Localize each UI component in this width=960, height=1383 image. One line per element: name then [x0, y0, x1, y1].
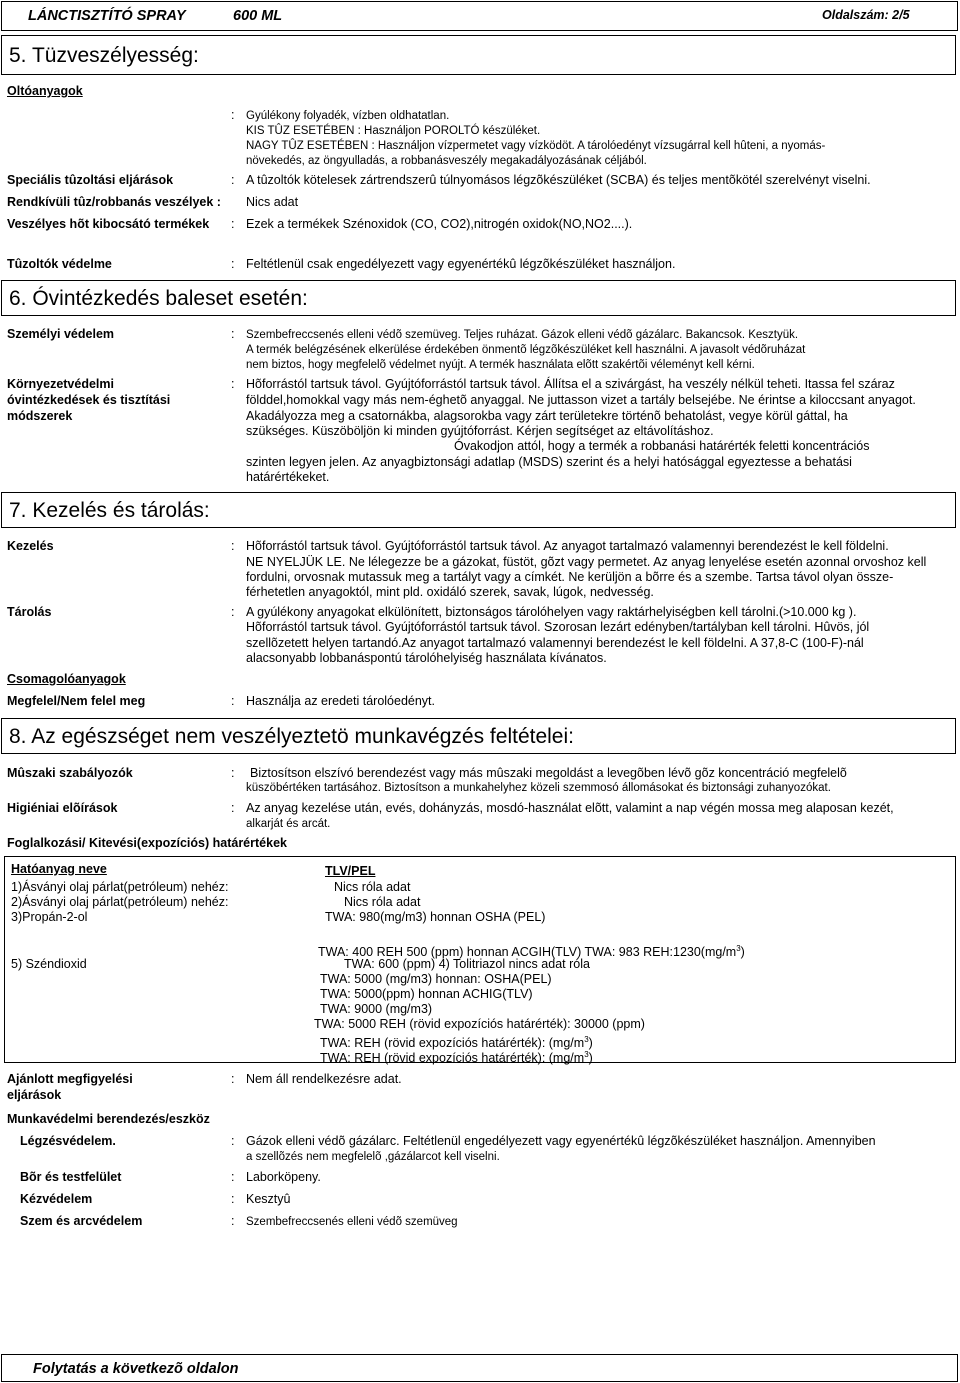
hazardous-products-value: Ezek a termékek Szénoxidok (CO, CO2),nitrogén oxidok(NO,NO2....).	[246, 217, 633, 231]
table-row-6-value: TWA: 5000 (mg/m3) honnan: OSHA(PEL)	[320, 972, 552, 986]
colon: :	[231, 377, 235, 391]
table-row-11-value	[320, 1047, 593, 1066]
oltoanyag-line-4: növekedés, az öngyulladás, a robbanásveszély megakadályozásának céljából.	[246, 155, 647, 167]
table-row-8-value: TWA: 9000 (mg/m3)	[320, 1002, 433, 1016]
personal-protection-line-1: Szembefreccsenés elleni védõ szemüveg. Teljes ruházat. Gázok elleni védõ gázálarc. Bakancsok. Kesztyük.	[246, 329, 799, 341]
table-row-3-name: 3)Propán-2-ol	[11, 910, 88, 924]
packaging-label: Csomagolóanyagok	[7, 672, 126, 686]
colon: :	[231, 1072, 235, 1086]
special-firefighting-label: Speciális tûzoltási eljárások	[7, 173, 174, 187]
page-number: Oldalszám: 2/5	[822, 8, 910, 22]
hygiene-line-2: alkarját és arcát.	[246, 818, 331, 830]
product-volume: 600 ML	[233, 8, 283, 24]
superscript: 3	[584, 1035, 589, 1044]
environmental-line-7: határértékeket.	[246, 470, 330, 484]
firefighter-protection-value: Feltétlenül csak engedélyezett vagy egyenértékû légzõkészüléket használjon.	[246, 257, 676, 271]
colon: :	[231, 694, 235, 708]
respiratory-line-1: Gázok elleni védõ gázálarc. Feltétlenül engedélyezett vagy egyenértékû légzõkészüléket használjon. Amennyiben	[246, 1134, 876, 1148]
colon: :	[231, 1214, 235, 1228]
table-row-10-text: TWA: REH (rövid expozíciós határérték): (mg/m	[320, 1036, 585, 1051]
eye-label: Szem és arcvédelem	[20, 1214, 143, 1228]
environmental-line-6: szinten legyen jelen. Az anyagbiztonsági adatlap (MSDS) szerint és a helyi hatósággal egyeztesse a behatási	[246, 455, 852, 469]
hygiene-label: Higiéniai elõírások	[7, 801, 118, 815]
oltoanyag-line-1: Gyúlékony folyadék, vízben oldhatatlan.	[246, 110, 450, 122]
personal-protection-line-2: A termék belégzésének elkerülése érdekében önmentõ légzõkészüléket kell használni. A javasolt védõruházat	[246, 344, 806, 356]
colon: :	[231, 108, 235, 122]
section-6-title: 6. Óvintézkedés baleset esetén:	[9, 287, 308, 310]
storage-line-3: szellõzetett helyen tartandó.Az anyagot tartalmazó valamennyi berendezést le kell földelni. A 37,8-C (100-F)-nál	[246, 636, 864, 650]
compatible-label: Megfelel/Nem felel meg	[7, 694, 146, 708]
compatible-value: Használja az eredeti tárolóedényt.	[246, 694, 436, 708]
table-row-1-name: 1)Ásványi olaj párlat(petróleum) nehéz:	[11, 880, 229, 894]
handling-line-2: NE NYELJÜK LE. Ne lélegezze be a gázokat, füstöt, gõzt vagy permetet. Az anyag lenyelése esetén azonnal orvoshoz kell	[246, 555, 927, 569]
table-row-2-value: Nics róla adat	[344, 895, 421, 909]
section-7-title: 7. Kezelés és tárolás:	[9, 499, 210, 522]
handling-line-4: férhetetlen anyagoktól, mint pld. oxidáló szerek, savak, lúgok, nedvesség.	[246, 585, 654, 599]
storage-line-4: alacsonyabb lobbanáspontú tárolóhelyiség használata kívánatos.	[246, 651, 607, 665]
personal-protection-label: Személyi védelem	[7, 327, 115, 341]
colon: :	[231, 1170, 235, 1184]
respiratory-label: Légzésvédelem.	[20, 1134, 116, 1148]
colon: :	[231, 217, 235, 231]
environmental-label-2: óvintézkedések és tisztítási	[7, 393, 171, 407]
respiratory-line-2: a szellõzés nem megfelelõ ,gázálarcot kell viselni.	[246, 1151, 500, 1163]
monitoring-label-1: Ajánlott megfigyelési	[7, 1072, 133, 1086]
monitoring-value: Nem áll rendelkezésre adat.	[246, 1072, 402, 1086]
skin-value: Laborköpeny.	[246, 1170, 321, 1184]
skin-label: Bõr és testfelület	[20, 1170, 122, 1184]
unusual-hazards-value: Nics adat	[246, 195, 299, 209]
monitoring-label-2: eljárások	[7, 1088, 62, 1102]
table-row-5-value: TWA: 600 (ppm) 4) Tolitriazol nincs adat róla	[344, 957, 590, 971]
colon: :	[231, 257, 235, 271]
table-col2-header: TLV/PEL	[325, 864, 376, 878]
environmental-line-4: szükséges. Küszöböljön ki minden gyújtóforrást. Kérjen segítséget az eltávolításhoz.	[246, 424, 714, 438]
firefighter-protection-label: Tûzoltók védelme	[7, 257, 112, 271]
table-row-7-value: TWA: 5000(ppm) honnan ACHIG(TLV)	[320, 987, 533, 1001]
engineering-line-2: küszöbértéken tartásához. Biztosítson a munkahelyhez közeli szemmosó állomásokat és biztonsági zuhanyozókat.	[246, 782, 831, 794]
environmental-line-1: Hõforrástól tartsuk távol. Gyújtóforrástól tartsuk távol. Állítsa el a szivárgást, ha veszély nélkül teheti. Itassa fel száraz	[246, 377, 895, 391]
table-col1-header: Hatóanyag neve	[11, 862, 107, 876]
environmental-line-5: Óvakodjon attól, hogy a termék a robbanási határérték feletti koncentrációs	[454, 439, 870, 453]
closing-paren: )	[740, 945, 745, 960]
hand-value: Kesztyû	[246, 1192, 291, 1206]
closing-paren: )	[588, 1036, 593, 1051]
colon: :	[231, 173, 235, 187]
table-row-4-text: TWA: 400 REH 500 (ppm) honnan ACGIH(TLV) TWA: 983 REH:1230(mg/m	[318, 945, 737, 960]
closing-paren: )	[588, 1051, 593, 1066]
environmental-label-1: Környezetvédelmi	[7, 377, 114, 391]
storage-label: Tárolás	[7, 605, 52, 619]
colon: :	[231, 539, 235, 553]
table-row-11-text: TWA: REH (rövid expozíciós határérték): (mg/m	[320, 1051, 585, 1066]
hygiene-line-1: Az anyag kezelése után, evés, dohányzás, mosdó-használat elõtt, valamint a nap végén mossa meg alaposan kezét,	[246, 801, 894, 815]
oltoanyag-line-2: KIS TÛZ ESETÉBEN : Használjon POROLTÓ készüléket.	[246, 125, 541, 137]
storage-line-1: A gyúlékony anyagokat elkülönített, biztonságos tárolóhelyen vagy raktárhelyiségben kell tárolni.(>10.000 kg ).	[246, 605, 857, 619]
engineering-line-1: Biztosítson elszívó berendezést vagy más mûszaki megoldást a levegõben lévõ gõz koncentráció megfelelõ	[250, 766, 847, 780]
product-name: LÁNCTISZTÍTÓ SPRAY	[28, 8, 186, 24]
exposure-limits-label: Foglalkozási/ Kitevési(expozíciós) határértékek	[7, 836, 287, 850]
environmental-line-3: Akadályozza meg a csatornákba, alagsorokba vagy zárt területekre történõ behatolást, vegye körül gáttal, ha	[246, 409, 848, 423]
oltoanyagok-label: Oltóanyagok	[7, 84, 83, 98]
table-row-3-value: TWA: 980(mg/m3) honnan OSHA (PEL)	[325, 910, 546, 924]
oltoanyag-line-3: NAGY TÛZ ESETÉBEN : Használjon vízpermetet vagy vízködöt. A tárolóedényt vízsugárral kell hûteni, a nyomás-	[246, 140, 826, 152]
footer-text: Folytatás a következõ oldalon	[33, 1361, 239, 1377]
handling-label: Kezelés	[7, 539, 54, 553]
colon: :	[231, 766, 235, 780]
environmental-label-3: módszerek	[7, 409, 73, 423]
ppe-label: Munkavédelmi berendezés/eszköz	[7, 1112, 210, 1126]
engineering-controls-label: Mûszaki szabályozók	[7, 766, 133, 780]
special-firefighting-value: A tûzoltók kötelesek zártrendszerû túlnyomásos légzõkészüléket (SCBA) és teljes mentõkötél szerelvényt viselni.	[246, 173, 871, 187]
colon: :	[231, 801, 235, 815]
table-row-5-name: 5) Széndioxid	[11, 957, 87, 971]
table-row-9-value: TWA: 5000 REH (rövid expozíciós határérték): 30000 (ppm)	[314, 1017, 645, 1031]
table-row-2-name: 2)Ásványi olaj párlat(petróleum) nehéz:	[11, 895, 229, 909]
unusual-hazards-label: Rendkívüli tûz/robbanás veszélyek :	[7, 195, 221, 209]
colon: :	[231, 1134, 235, 1148]
superscript: 3	[736, 944, 741, 953]
colon: :	[231, 1192, 235, 1206]
table-row-1-value: Nics róla adat	[334, 880, 411, 894]
section-8-title: 8. Az egészséget nem veszélyeztetö munkavégzés feltételei:	[9, 725, 574, 748]
hand-label: Kézvédelem	[20, 1192, 93, 1206]
colon: :	[231, 605, 235, 619]
superscript: 3	[584, 1050, 589, 1059]
eye-value: Szembefreccsenés elleni védõ szemüveg	[246, 1216, 458, 1228]
colon: :	[231, 327, 235, 341]
handling-line-1: Hõforrástól tartsuk távol. Gyújtóforrástól tartsuk távol. Az anyagot tartalmazó valamennyi berendezést le kell földelni.	[246, 539, 889, 553]
hazardous-products-label: Veszélyes hõt kibocsátó termékek	[7, 217, 210, 231]
handling-line-3: fordulni, orvosnak mutassuk meg a tartályt vagy a címkét. Ne kerüljön a bõrre és a szembe. Tartsa távol olyan össze-	[246, 570, 894, 584]
personal-protection-line-3: nem biztos, hogy megfelelõ védelmet nyújt. A termék használata elõtt szakértõi véleményt kell kérni.	[246, 359, 755, 371]
section-5-title: 5. Tüzveszélyesség:	[9, 44, 199, 67]
environmental-line-2: földdel,homokkal vagy más nem-éghetõ anyaggal. Ne juttasson vizet a tartály belsejébe. Ne érintse a kiloccsant anyagot.	[246, 393, 916, 407]
storage-line-2: Hõforrástól tartsuk távol. Gyújtóforrástól tartsuk távol. Szorosan lezárt edényben/tartályban kell tárolni. Hûvös, jól	[246, 620, 870, 634]
